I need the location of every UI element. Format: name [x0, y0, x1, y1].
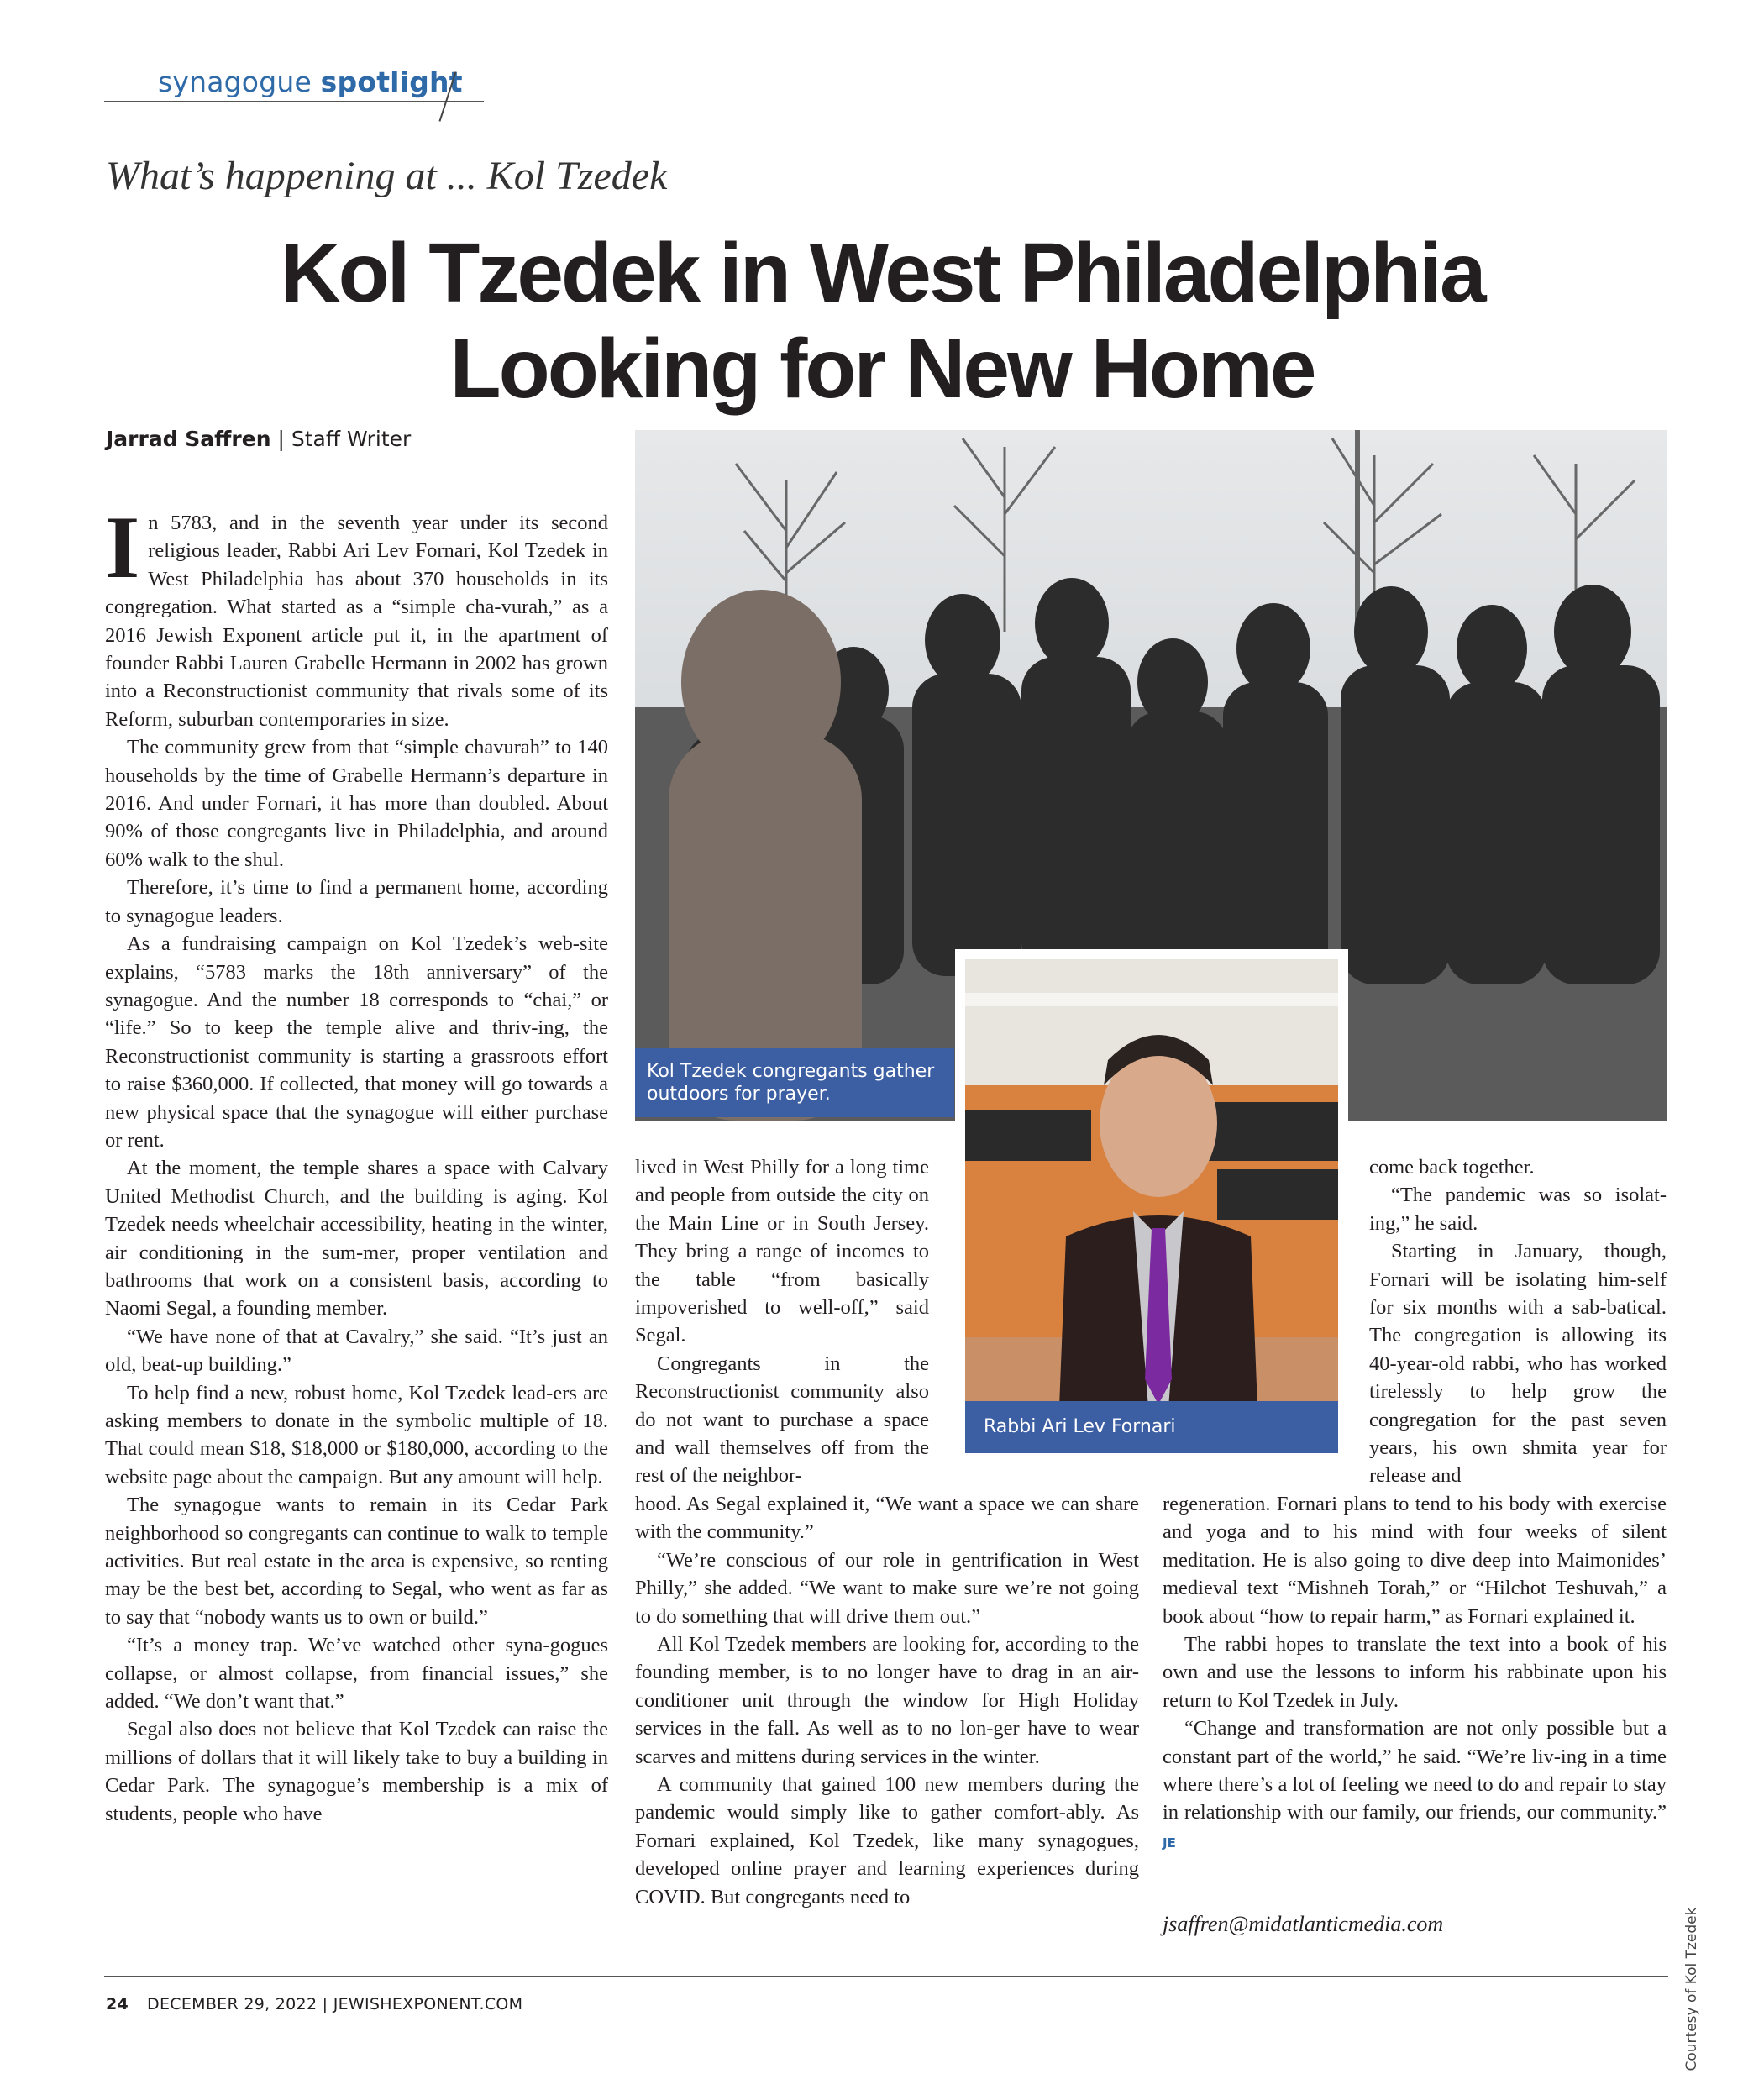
rabbi-portrait-photo	[955, 949, 1348, 1460]
paragraph: regeneration. Fornari plans to tend to his body with exercise and yoga and to his mind with four weeks of silent meditation. He is also going to dive deep into Maimonides’ medieval text “Mishneh Torah,” or “Hilchot Teshuvah,” a book about “how to repair harm,” as Fornari explained it.	[1163, 1493, 1667, 1628]
paragraph: “It’s a money trap. We’ve watched other syna-gogues collapse, or almost collapse, from financial issues,” she added. “We don’t want that.”	[105, 1634, 608, 1714]
headline-line-2: Looking for New Home	[449, 322, 1315, 416]
kicker-light: synagogue	[158, 66, 312, 98]
page-footer	[106, 1995, 522, 2013]
paragraph: hood. As Segal explained it, “We want a space we can share with the community.”	[635, 1493, 1139, 1544]
photo-credit-text: Courtesy of Kol Tzedek	[1683, 1907, 1700, 2071]
paragraph-text: n 5783, and in the seventh year under its second religious leader, Rabbi Ari Lev Fornari, Kol Tzedek in West Philadelphia has about 370 households in its congregation. What started as a “simple cha-vurah,” as a 2016 Jewish Exponent article put it, in the apartment of founder Rabbi Lauren Grabelle Hermann in 2002 has grown into a Reconstructionist community that rivals some of its Reform, suburban contemporaries in size.	[105, 512, 608, 731]
paragraph: The community grew from that “simple chavurah” to 140 households by the time of Grabelle Hermann’s departure in 2016. And under Fornari, it has more than doubled. About 90% of those congregants live in Philadelphia, and around 60% walk to the shul.	[105, 736, 608, 871]
paragraph: A community that gained 100 new members during the pandemic would simply like to gather comfort-ably. As Fornari explained, Kol Tzedek, like many synagogues, developed online prayer and learning experiences during COVID. But congregants need to	[635, 1773, 1139, 1908]
inset-photo-caption: Rabbi Ari Lev Fornari	[965, 1401, 1338, 1453]
photo-credit	[1680, 1907, 1702, 2075]
paragraph: All Kol Tzedek members are looking for, according to the founding member, is to no longer have to drag in an air-conditioner unit through the window for High Holiday services in the fall. As well as to no lon-ger have to wear scarves and mittens during services in the winter.	[635, 1633, 1139, 1768]
section-kicker	[158, 66, 463, 98]
paragraph-text: “Change and transformation are not only possible but a constant part of the world,” he said. “We’re liv-ing in a time where there’s a lot of feeling we need to do and repair to stay in relationship with our family, our friends, our community.”	[1163, 1717, 1667, 1824]
paragraph: The rabbi hopes to translate the text into a book of his own and use the lessons to inform his rabbinate upon his return to Kol Tzedek in July.	[1163, 1633, 1667, 1712]
paragraph: “The pandemic was so isolat-ing,” he said.	[1369, 1184, 1667, 1235]
paragraph: “We have none of that at Cavalry,” she said. “It’s just an old, beat-up building.”	[105, 1325, 608, 1377]
paragraph	[1163, 1714, 1667, 1857]
paragraph: Segal also does not believe that Kol Tzedek can raise the millions of dollars that it will likely take to buy a building in Cedar Park. The synagogue’s membership is a mix of students, people who have	[105, 1718, 608, 1825]
paragraph	[105, 498, 608, 733]
byline-name: Jarrad Saffren	[106, 427, 271, 451]
paragraph: At the moment, the temple shares a space with Calvary United Methodist Church, and the building is aging. Kol Tzedek needs wheelchair accessibility, heating in the winter, air conditioning in the sum-mer, proper ventilation and bathrooms that work on a consistent basis, according to Naomi Segal, a founding member.	[105, 1157, 608, 1320]
paragraph: “We’re conscious of our role in gentrification in West Philly,” she added. “We want to make sure we’re not going to do something that will drive them out.”	[635, 1548, 1139, 1628]
article-column-1	[105, 498, 608, 1828]
kicker-bold: spotlight	[320, 66, 463, 98]
article-column-2-lower	[635, 1490, 1139, 1911]
paragraph: To help find a new, robust home, Kol Tzedek lead-ers are asking members to donate in the symbolic multiple of 18. That could mean $18, $18,000 or $180,000, according to the website page about the campaign. But any amount will help.	[105, 1381, 608, 1488]
paragraph: As a fundraising campaign on Kol Tzedek’s web-site explains, “5783 marks the 18th anniversary” of the synagogue. And the number 18 corresponds to “chai,” or “life.” So to keep the temple alive and thriv-ing, the Reconstructionist community is starting a grassroots effort to raise $360,000. If collected, that money will go towards a new physical space that the synagogue will either purchase or rent.	[105, 932, 608, 1152]
paragraph: The synagogue wants to remain in its Cedar Park neighborhood so congregants can continue to walk to temple activities. But real estate in the area is expensive, so renting may be the best bet, according to Segal, who went as far as to say that “nobody wants us to own or build.”	[105, 1494, 608, 1629]
paragraph: lived in West Philly for a long time and people from outside the city on the Main Line or in South Jersey. They bring a range of incomes to the table “from basically impoverished to well-off,” said Segal.	[635, 1156, 929, 1347]
article-column-2-upper	[635, 1153, 929, 1490]
footer-text: DECEMBER 29, 2022 | JEWISHEXPONENT.COM	[147, 1995, 523, 2013]
drop-cap: I	[105, 498, 140, 596]
headline	[104, 225, 1660, 417]
kicker-rule	[104, 101, 484, 102]
article-column-3-lower	[1163, 1490, 1667, 1857]
paragraph: Starting in January, though, Fornari will be isolating him-self for six months with a sab-batical. The congregation is allowing its 40-year-old rabbi, who has worked tirelessly to help grow the congregation for the past seven years, his own shmita year for release and	[1369, 1240, 1667, 1488]
paragraph: come back together.	[1369, 1156, 1535, 1179]
deck-line: What’s happening at ... Kol Tzedek	[106, 154, 668, 198]
article-column-3-upper	[1369, 1153, 1667, 1490]
paragraph: Congregants in the Reconstructionist community also do not want to purchase a space and wall themselves off from the rest of the neighbor-	[635, 1352, 929, 1488]
page-number: 24	[106, 1995, 129, 2013]
main-photo-caption: Kol Tzedek congregants gather outdoors for prayer.	[635, 1048, 954, 1117]
headline-line-1: Kol Tzedek in West Philadelphia	[280, 226, 1484, 320]
footer-rule	[104, 1976, 1668, 1977]
author-email[interactable]: jsaffren@midatlanticmedia.com	[1163, 1912, 1444, 1936]
rabbi-portrait-illustration	[965, 959, 1338, 1450]
byline-role: | Staff Writer	[277, 427, 412, 451]
end-mark: JE	[1163, 1835, 1176, 1851]
rabbi-portrait-image	[965, 959, 1338, 1450]
paragraph: Therefore, it’s time to find a permanent home, according to synagogue leaders.	[105, 876, 608, 927]
byline	[106, 427, 411, 451]
